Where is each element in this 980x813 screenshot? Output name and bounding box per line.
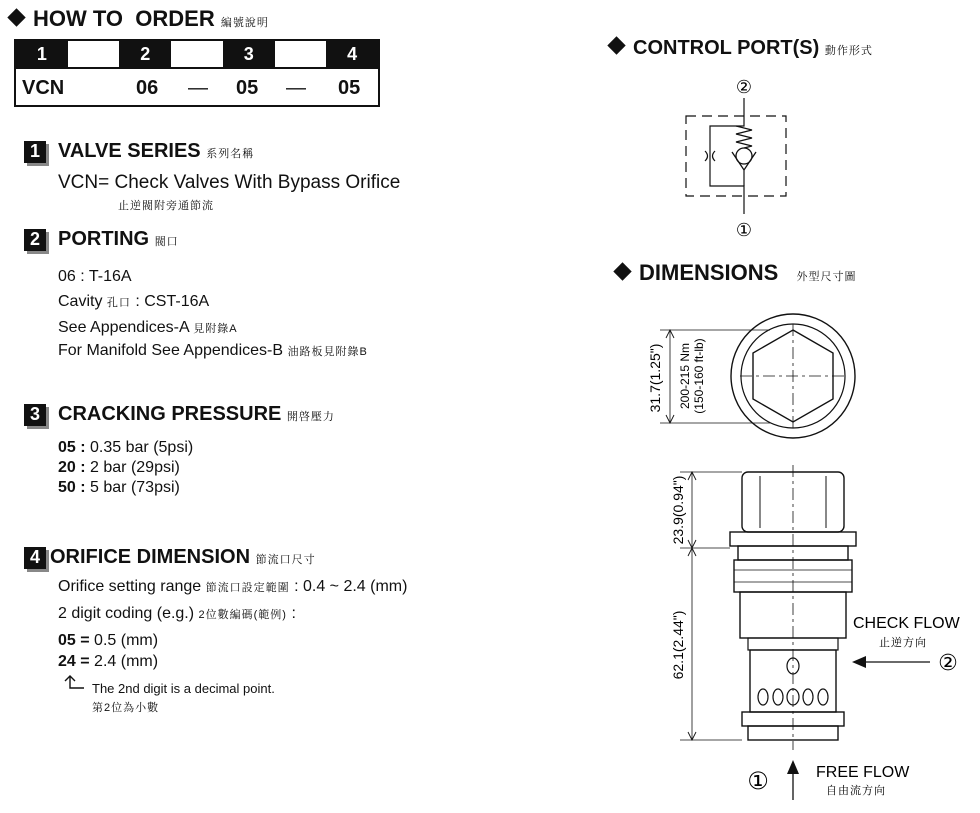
order-code-header xyxy=(16,41,378,69)
porting-line-3 xyxy=(58,319,238,337)
orifice-coding-line xyxy=(58,605,296,623)
porting-line-2 xyxy=(58,293,209,311)
valve-series-description: VCN= Check Valves With Bypass Orifice xyxy=(58,172,401,193)
diamond-bullet-icon xyxy=(7,8,25,26)
porting-cavity-label: Cavity xyxy=(58,293,103,310)
section-title: CRACKING PRESSURE xyxy=(58,403,282,425)
pressure-value: 0.35 bar (5psi) xyxy=(90,439,194,456)
check-flow-arrow-icon xyxy=(852,656,866,668)
section-number-badge: 1 xyxy=(24,141,46,163)
hex-dimension-label: 31.7(1.25") xyxy=(647,343,663,413)
list-item xyxy=(58,630,158,651)
section-title: PORTING xyxy=(58,228,150,250)
dimensions-title-cjk: 外型尺寸圖 xyxy=(796,271,857,283)
order-col-4: 4 xyxy=(326,41,378,67)
list-item xyxy=(58,478,193,498)
order-code-porting: 06 xyxy=(136,77,159,99)
dimensions-heading xyxy=(616,260,856,286)
check-flow-cjk: 止逆方向 xyxy=(879,637,927,649)
section-porting xyxy=(24,228,179,251)
cartridge-dimension-drawing xyxy=(630,300,980,810)
how-to-order-title: HOW TO ORDER xyxy=(33,6,215,31)
section-number-badge: 4 xyxy=(24,547,46,569)
order-col-1: 1 xyxy=(16,41,68,67)
port-2-label: ② xyxy=(735,77,753,98)
porting-appendix-b: For Manifold See Appendices-B xyxy=(58,342,284,359)
section-cracking-pressure xyxy=(24,403,335,426)
porting-line-1: 06 : T-16A xyxy=(58,268,132,285)
orifice-coding-cjk: 2位數編碼(範例) xyxy=(198,609,287,621)
free-flow-label: FREE FLOW xyxy=(816,764,910,781)
order-code-series: VCN xyxy=(22,77,65,99)
section-title-cjk: 開啓壓力 xyxy=(286,411,335,423)
pressure-value: 5 bar (73psi) xyxy=(90,479,180,496)
order-spacer xyxy=(171,41,223,67)
hydraulic-symbol-diagram xyxy=(680,76,800,246)
how-to-order-title-cjk: 編號說明 xyxy=(220,17,269,29)
list-item xyxy=(58,458,193,478)
pressure-value: 2 bar (29psi) xyxy=(90,459,180,476)
port-1-label: ① xyxy=(735,220,753,241)
section-title-cjk: 閥口 xyxy=(154,236,179,248)
dimensions-title: DIMENSIONS xyxy=(639,260,779,285)
order-col-3: 3 xyxy=(223,41,275,67)
control-ports-title-cjk: 動作形式 xyxy=(824,45,873,57)
valve-series-description-cjk: 止逆閥附旁通節流 xyxy=(118,200,214,212)
section-number-badge: 3 xyxy=(24,404,46,426)
porting-line-4 xyxy=(58,342,368,360)
section-valve-series xyxy=(24,140,254,163)
order-spacer xyxy=(275,41,327,67)
diamond-bullet-icon xyxy=(607,36,625,54)
torque-label-nm: 200-215 Nm xyxy=(678,342,692,410)
order-code-pressure: 05 xyxy=(236,77,259,99)
upper-length-dimension: 23.9(0.94") xyxy=(670,475,686,545)
order-code-row xyxy=(16,69,378,107)
order-col-2: 2 xyxy=(119,41,171,67)
diamond-bullet-icon xyxy=(613,262,631,280)
porting-appendix-a-cjk: 見附錄A xyxy=(193,323,238,335)
pressure-code: 05 : xyxy=(58,439,86,456)
decimal-note-cjk: 第2位為小數 xyxy=(92,702,160,714)
orifice-coding-colon: : xyxy=(291,605,296,622)
orifice-range-cjk: 節流口設定範圍 xyxy=(205,582,290,594)
orifice-coding-label: 2 digit coding (e.g.) xyxy=(58,605,195,622)
orifice-range-value: : 0.4 ~ 2.4 (mm) xyxy=(294,578,408,595)
return-arrow-icon xyxy=(62,674,86,694)
orifice-range-line xyxy=(58,578,407,596)
section-title: ORIFICE DIMENSION xyxy=(50,546,251,568)
porting-appendix-b-cjk: 油路板見附錄B xyxy=(287,346,368,358)
order-code-table xyxy=(14,39,380,107)
torque-label-ftlb: (150-160 ft-lb) xyxy=(692,338,706,414)
orifice-value: 2.4 (mm) xyxy=(94,653,159,670)
lower-length-dimension: 62.1(2.44") xyxy=(670,610,686,680)
porting-cavity-cjk: 孔口 xyxy=(106,297,131,309)
orifice-range-label: Orifice setting range xyxy=(58,578,202,595)
order-code-orifice: 05 xyxy=(338,77,361,99)
free-flow-cjk: 自由流方向 xyxy=(826,785,886,797)
orifice-code-list xyxy=(58,630,158,672)
porting-cavity-value: : CST-16A xyxy=(135,293,210,310)
pressure-code: 20 : xyxy=(58,459,86,476)
list-item xyxy=(58,438,193,458)
control-ports-heading xyxy=(610,37,873,60)
free-flow-arrow-icon xyxy=(787,760,799,774)
section-title-cjk: 節流口尺寸 xyxy=(255,554,316,566)
orifice-code: 05 = xyxy=(58,632,90,649)
porting-appendix-a: See Appendices-A xyxy=(58,319,189,336)
bottom-port-label: ① xyxy=(747,767,769,795)
pressure-code: 50 : xyxy=(58,479,86,496)
list-item xyxy=(58,651,158,672)
orifice-code: 24 = xyxy=(58,653,90,670)
section-title-cjk: 系列名稱 xyxy=(206,148,255,160)
side-port-label: ② xyxy=(938,651,958,676)
orifice-value: 0.5 (mm) xyxy=(94,632,159,649)
check-flow-label: CHECK FLOW xyxy=(853,615,960,632)
how-to-order-heading xyxy=(10,6,269,32)
order-spacer xyxy=(68,41,120,67)
order-dash: — xyxy=(286,77,306,99)
decimal-note: The 2nd digit is a decimal point. xyxy=(92,681,275,696)
section-orifice-dimension xyxy=(24,546,316,569)
cracking-pressure-list xyxy=(58,438,193,498)
section-number-badge: 2 xyxy=(24,229,46,251)
section-title: VALVE SERIES xyxy=(58,140,201,162)
control-ports-title: CONTROL PORT(S) xyxy=(633,37,820,59)
order-dash: — xyxy=(188,77,208,99)
